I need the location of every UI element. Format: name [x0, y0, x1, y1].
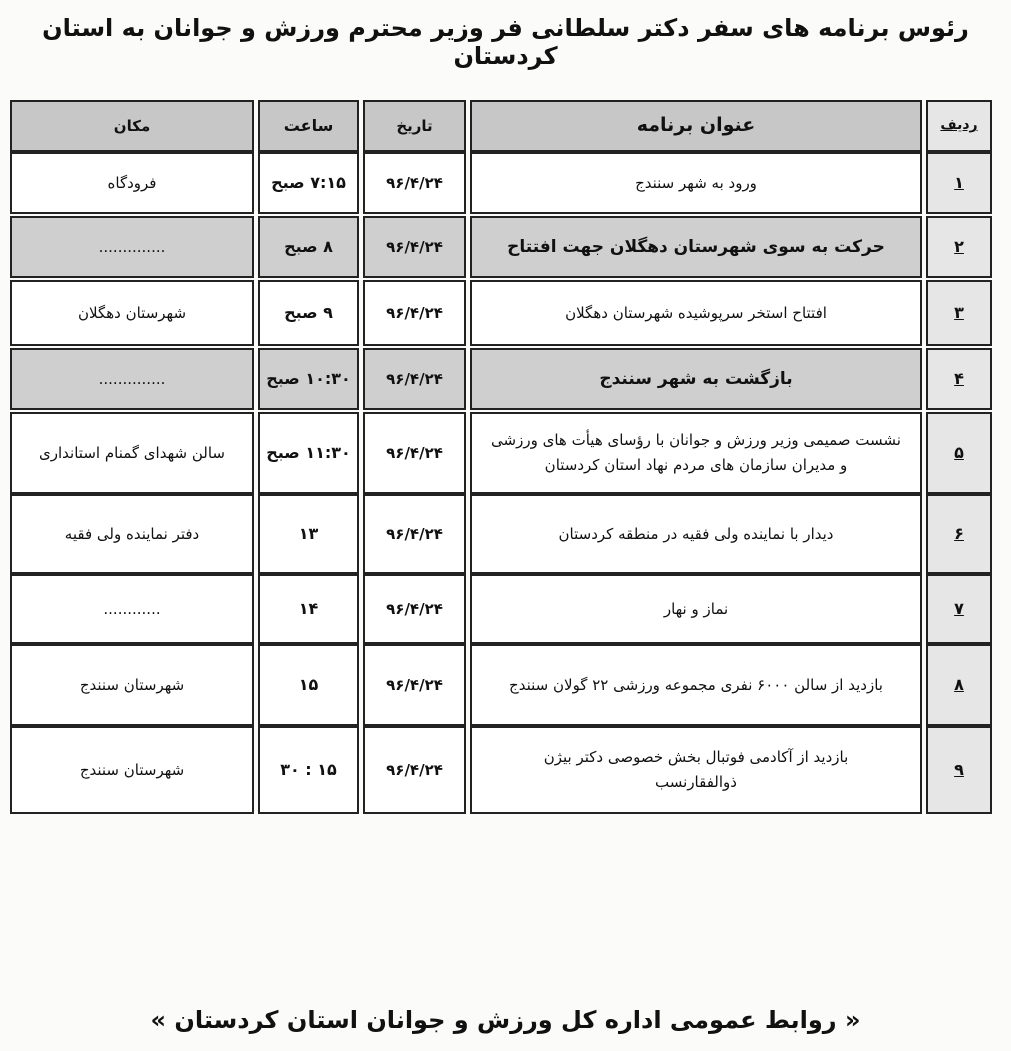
- table-row: [8, 574, 994, 644]
- table-row: [8, 494, 994, 574]
- program-place: شهرستان سنندج: [10, 644, 254, 726]
- program-title: نماز و نهار: [470, 574, 922, 644]
- program-title: بازدید از آکادمی فوتبال بخش خصوصی دکتر بیژن ذوالفقارنسب: [470, 726, 922, 814]
- program-title: افتتاح استخر سرپوشیده شهرستان دهگلان: [470, 280, 922, 346]
- row-number: ۱: [926, 152, 992, 214]
- program-time: ۱۱:۳۰ صبح: [258, 412, 359, 494]
- header-row-number: ردیف: [926, 100, 992, 152]
- program-title: بازدید از سالن ۶۰۰۰ نفری مجموعه ورزشی ۲۲ گولان سنندج: [470, 644, 922, 726]
- table-row: [8, 152, 994, 214]
- program-time: ۱۵: [258, 644, 359, 726]
- program-time: ۱۵ : ۳۰: [258, 726, 359, 814]
- header-time: ساعت: [258, 100, 359, 152]
- program-date: ۹۶/۴/۲۴: [363, 644, 466, 726]
- program-date: ۹۶/۴/۲۴: [363, 216, 466, 278]
- program-title: دیدار با نماینده ولی فقیه در منطقه کردستان: [470, 494, 922, 574]
- row-number: ۶: [926, 494, 992, 574]
- program-title: بازگشت به شهر سنندج: [470, 348, 922, 410]
- table-row: [8, 216, 994, 278]
- program-place: فرودگاه: [10, 152, 254, 214]
- program-title: حرکت به سوی شهرستان دهگلان جهت افتتاح: [470, 216, 922, 278]
- program-place: شهرستان دهگلان: [10, 280, 254, 346]
- program-place: ..............: [10, 348, 254, 410]
- program-time: ۸ صبح: [258, 216, 359, 278]
- program-date: ۹۶/۴/۲۴: [363, 152, 466, 214]
- footer-signature: « روابط عمومی اداره کل ورزش و جوانان استان کردستان »: [150, 1006, 861, 1034]
- program-place: ..............: [10, 216, 254, 278]
- row-number: ۵: [926, 412, 992, 494]
- program-time: ۷:۱۵ صبح: [258, 152, 359, 214]
- table-row: [8, 726, 994, 814]
- row-number: ۸: [926, 644, 992, 726]
- header-date: تاریخ: [363, 100, 466, 152]
- program-time: ۹ صبح: [258, 280, 359, 346]
- program-title: نشست صمیمی وزیر ورزش و جوانان با رؤسای هیأت های ورزشی و مدیران سازمان های مردم نهاد استان کردستان: [470, 412, 922, 494]
- row-number: ۷: [926, 574, 992, 644]
- table-row: [8, 412, 994, 494]
- program-time: ۱۳: [258, 494, 359, 574]
- program-time: ۱۰:۳۰ صبح: [258, 348, 359, 410]
- program-place: دفتر نماینده ولی فقیه: [10, 494, 254, 574]
- program-place: شهرستان سنندج: [10, 726, 254, 814]
- row-number: ۲: [926, 216, 992, 278]
- program-place: ............: [10, 574, 254, 644]
- page-title: رئوس برنامه های سفر دکتر سلطانی فر وزیر محترم ورزش و جوانان به استان کردستان: [42, 14, 969, 70]
- program-date: ۹۶/۴/۲۴: [363, 494, 466, 574]
- program-time: ۱۴: [258, 574, 359, 644]
- table-row: [8, 280, 994, 346]
- program-date: ۹۶/۴/۲۴: [363, 280, 466, 346]
- row-number: ۴: [926, 348, 992, 410]
- program-place: سالن شهدای گمنام استانداری: [10, 412, 254, 494]
- program-date: ۹۶/۴/۲۴: [363, 574, 466, 644]
- table-row: [8, 644, 994, 726]
- row-number: ۳: [926, 280, 992, 346]
- table-header-row: [8, 100, 994, 152]
- program-date: ۹۶/۴/۲۴: [363, 726, 466, 814]
- program-title: ورود به شهر سنندج: [470, 152, 922, 214]
- row-number: ۹: [926, 726, 992, 814]
- schedule-table: [8, 96, 994, 818]
- program-date: ۹۶/۴/۲۴: [363, 348, 466, 410]
- header-program-title: عنوان برنامه: [470, 100, 922, 152]
- program-date: ۹۶/۴/۲۴: [363, 412, 466, 494]
- header-place: مکان: [10, 100, 254, 152]
- table-row: [8, 348, 994, 410]
